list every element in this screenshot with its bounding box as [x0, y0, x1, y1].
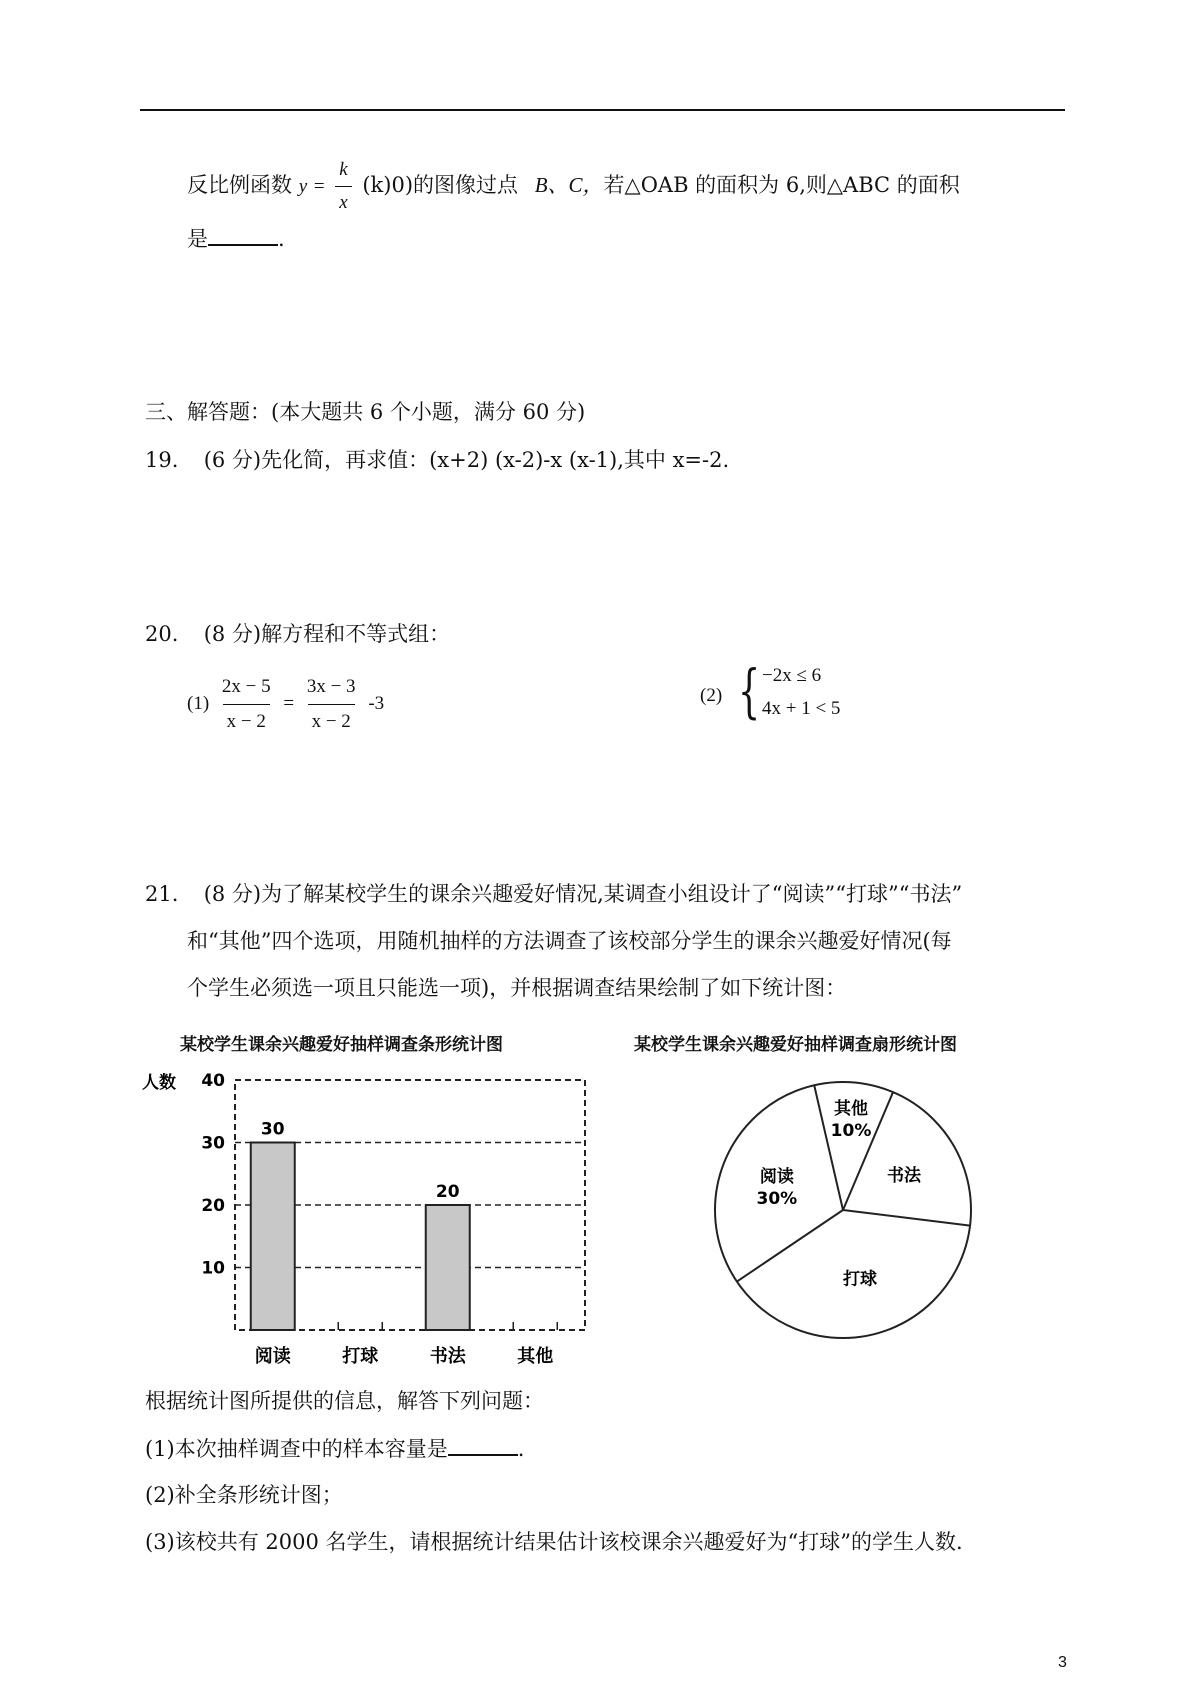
q21-line3: 个学生必须选一项且只能选一项)，并根据调查结果绘制了如下统计图：	[187, 976, 847, 1000]
slice-label: 打球	[843, 1269, 878, 1290]
q20-ineq-row2: 4x + 1 < 5	[762, 698, 841, 719]
x-tick-label: 打球	[342, 1346, 379, 1367]
y-tick-label: 40	[201, 1071, 225, 1091]
q18-y: y	[298, 176, 308, 197]
q18-line2-text: 是	[187, 227, 208, 251]
bar	[251, 1143, 295, 1331]
q18-frac-den: x	[335, 186, 351, 217]
q19-text: (6 分)先化简，再求值：(x+2) (x-2)-x (x-1),其中 x=-2.	[203, 448, 730, 472]
q21-sub1	[145, 1434, 524, 1463]
left-brace-icon: {	[738, 657, 761, 725]
slice-percent: 30%	[756, 1188, 798, 1209]
header-rule	[140, 109, 1065, 111]
q21-sub2: (2)补全条形统计图；	[145, 1483, 343, 1507]
q20-frac-right-num: 3x − 3	[306, 676, 356, 697]
x-tick-label: 阅读	[254, 1346, 291, 1367]
q18-frac-num: k	[339, 159, 348, 180]
bar	[426, 1205, 470, 1330]
q20-text: (8 分)解方程和不等式组：	[203, 622, 451, 646]
y-tick-label: 10	[201, 1258, 225, 1279]
q20-part1	[187, 672, 384, 737]
q18-cond: (k)0)的图像过点	[362, 173, 519, 197]
x-tick-label: 书法	[429, 1346, 466, 1367]
q18-eq: =	[313, 176, 325, 197]
slice-percent: 10%	[830, 1121, 872, 1142]
q20-fraction-right	[303, 672, 360, 737]
slice-label: 其他	[834, 1099, 869, 1120]
q19-line	[145, 446, 729, 474]
pie-chart-title: 某校学生课余兴趣爱好抽样调查扇形统计图	[634, 1035, 957, 1055]
q18-cond2: 若△OAB 的面积为 6,则△ABC 的面积	[603, 173, 960, 197]
q20-frac-left-den: x − 2	[223, 704, 270, 737]
q18-answer-blank[interactable]	[208, 224, 278, 246]
q18-period: .	[278, 227, 285, 251]
slice-divider	[737, 1210, 843, 1282]
q21-sub1-text: (1)本次抽样调查中的样本容量是	[145, 1437, 448, 1461]
q18-line1	[187, 156, 960, 217]
q20-line	[145, 620, 450, 648]
q20-number: 20.	[145, 622, 179, 646]
q20-equals: =	[283, 692, 295, 714]
section3-heading: 三、解答题：(本大题共 6 个小题，满分 60 分)	[145, 400, 586, 424]
y-tick-label: 20	[201, 1196, 225, 1216]
q21-line2: 和“其他”四个选项，用随机抽样的方法调查了该校部分学生的课余兴趣爱好情况(每	[187, 929, 952, 953]
q20-frac-right-den: x − 2	[308, 704, 355, 737]
q20-part1-label: (1)	[187, 692, 210, 714]
pie-chart	[700, 1060, 1000, 1360]
data-label: 20	[435, 1182, 460, 1202]
data-label: 30	[260, 1119, 285, 1140]
q20-inequality-system	[738, 657, 858, 727]
q21-line1	[145, 880, 962, 908]
q20-ineq-row1: −2x ≤ 6	[762, 665, 822, 686]
q21-after: 根据统计图所提供的信息，解答下列问题：	[145, 1389, 544, 1413]
q19-number: 19.	[145, 448, 179, 472]
q21-sub3: (3)该校共有 2000 名学生，请根据统计结果估计该校课余兴趣爱好为“打球”的学生人数.	[145, 1530, 963, 1554]
q18-line2	[187, 224, 285, 253]
q18-fraction	[335, 156, 351, 217]
q21-sub1-period: .	[517, 1437, 525, 1461]
slice-label: 书法	[886, 1165, 921, 1186]
page-number: 3	[1058, 1654, 1067, 1671]
q21-sub1-blank[interactable]	[448, 1434, 518, 1456]
q20-frac-left-num: 2x − 5	[221, 676, 271, 697]
q21-text1: (8 分)为了解某校学生的课余兴趣爱好情况,某调查小组设计了“阅读”“打球”“书法”	[203, 882, 963, 906]
bar-chart	[140, 1058, 610, 1378]
slice-divider	[843, 1210, 970, 1226]
slice-label: 阅读	[759, 1166, 794, 1187]
q18-points: B、C，	[534, 173, 604, 197]
q20-fraction-left	[218, 672, 275, 737]
bar-chart-title: 某校学生课余兴趣爱好抽样调查条形统计图	[180, 1035, 503, 1055]
y-tick-label: 30	[201, 1133, 225, 1154]
q20-part2-label: (2)	[700, 685, 723, 706]
q21-number: 21.	[145, 882, 179, 906]
q20-tail: -3	[368, 692, 385, 714]
q18-prefix: 反比例函数	[187, 173, 292, 197]
y-axis-label: 人数	[142, 1073, 176, 1093]
x-tick-label: 其他	[517, 1346, 554, 1367]
